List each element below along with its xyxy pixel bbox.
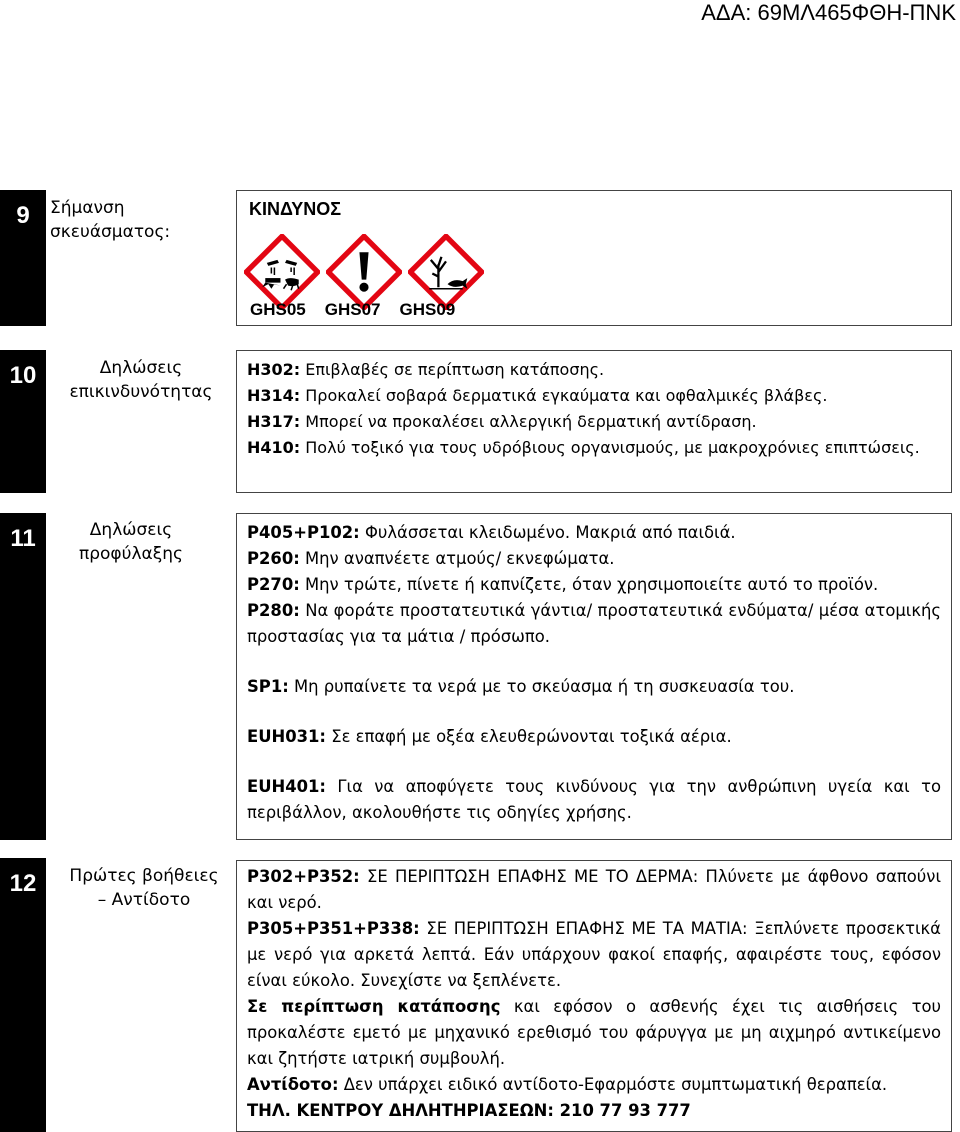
section-number-10: 10	[0, 350, 46, 493]
hazard-statement: H317: Μπορεί να προκαλέσει αλλεργική δερματική αντίδραση.	[247, 412, 757, 431]
precautionary-statement: P260: Μην αναπνέετε ατμούς/ εκνεφώματα.	[247, 549, 615, 568]
pictogram-codes	[250, 300, 474, 320]
pictogram-row	[244, 234, 484, 310]
sp1-statement: SP1: Μη ρυπαίνετε τα νερά με το σκεύασμα ή τη συσκευασία του.	[247, 677, 795, 696]
first-aid-statement: P305+P351+P338: ΣΕ ΠΕΡΙΠΤΩΣΗ ΕΠΑΦΗΣ ΜΕ ΤΑ ΜΑΤΙΑ: Ξεπλύνετε προσεκτικά με νερό για αρκετά λεπτά. Εάν υπάρχουν φακοί επαφής, αφαιρέστε τους, εφόσον είναι εύκολο. Συνεχίστε να ξεπλένετε.	[247, 919, 941, 990]
exclamation-mark-icon	[326, 234, 402, 310]
euh031-statement: EUH031: Σε επαφή με οξέα ελευθερώνονται τοξικά αέρια.	[247, 727, 732, 746]
precautionary-statement: P270: Μην τρώτε, πίνετε ή καπνίζετε, όταν χρησιμοποιείτε αυτό το προϊόν.	[247, 575, 879, 594]
first-aid-box	[236, 860, 952, 1132]
ada-code: ΑΔΑ: 69ΜΛ465ΦΘΗ-ΠΝΚ	[701, 0, 956, 25]
section-number-12: 12	[0, 858, 46, 1132]
section-label-10: Δηλώσεις επικινδυνότητας	[69, 358, 213, 402]
signal-word: ΚΙΝΔΥΝΟΣ	[249, 199, 342, 219]
ingestion-statement: Σε περίπτωση κατάποσης και εφόσον ο ασθενής έχει τις αισθήσεις του προκαλέστε εμετό με μηχανικό ερεθισμό του φάρυγγα με μη αιχμηρό αντικείμενο και ζητήστε ιατρική συμβουλή.	[247, 997, 941, 1068]
poison-center-phone: ΤΗΛ. ΚΕΝΤΡΟΥ ΔΗΛΗΤΗΡΙΑΣΕΩΝ: 210 77 93 777	[247, 1101, 691, 1120]
precautionary-statement: P405+P102: Φυλάσσεται κλειδωμένο. Μακριά από παιδιά.	[247, 523, 736, 542]
section-label-9: Σήμανση σκευάσματος:	[50, 198, 171, 242]
section-label-12: Πρώτες βοήθειες – Αντίδοτο	[69, 866, 219, 910]
precautionary-statement: P280: Να φοράτε προστατευτικά γάντια/ προστατευτικά ενδύματα/ μέσα ατομικής προστασίας για τα μάτια / πρόσωπο.	[247, 601, 941, 646]
ghs-code: GHS05	[250, 300, 306, 319]
precautionary-statements-box	[236, 513, 952, 840]
hazard-statement: H410: Πολύ τοξικό για τους υδρόβιους οργανισμούς, με μακροχρόνιες επιπτώσεις.	[247, 438, 920, 457]
section-number-9: 9	[0, 190, 46, 326]
section-number-11: 11	[0, 513, 46, 840]
euh401-statement: EUH401: Για να αποφύγετε τους κινδύνους για την ανθρώπινη υγεία και το περιβάλλον, ακολουθήστε τις οδηγίες χρήσης.	[247, 777, 941, 822]
corrosion-icon	[244, 234, 320, 310]
environment-icon	[408, 234, 484, 310]
hazard-statement: H314: Προκαλεί σοβαρά δερματικά εγκαύματα και οφθαλμικές βλάβες.	[247, 386, 828, 405]
ghs-code: GHS07	[324, 300, 381, 319]
section-label-11: Δηλώσεις προφύλαξης	[79, 520, 183, 564]
ghs-code: GHS09	[399, 300, 456, 319]
hazard-statement: H302: Επιβλαβές σε περίπτωση κατάποσης.	[247, 360, 605, 379]
hazard-statements-box	[236, 350, 952, 493]
first-aid-statement: P302+P352: ΣΕ ΠΕΡΙΠΤΩΣΗ ΕΠΑΦΗΣ ΜΕ ΤΟ ΔΕΡΜΑ: Πλύνετε με άφθονο σαπούνι και νερό.	[247, 867, 941, 912]
antidote-statement: Αντίδοτο: Δεν υπάρχει ειδικό αντίδοτο-Εφαρμόστε συμπτωματική θεραπεία.	[247, 1075, 888, 1094]
